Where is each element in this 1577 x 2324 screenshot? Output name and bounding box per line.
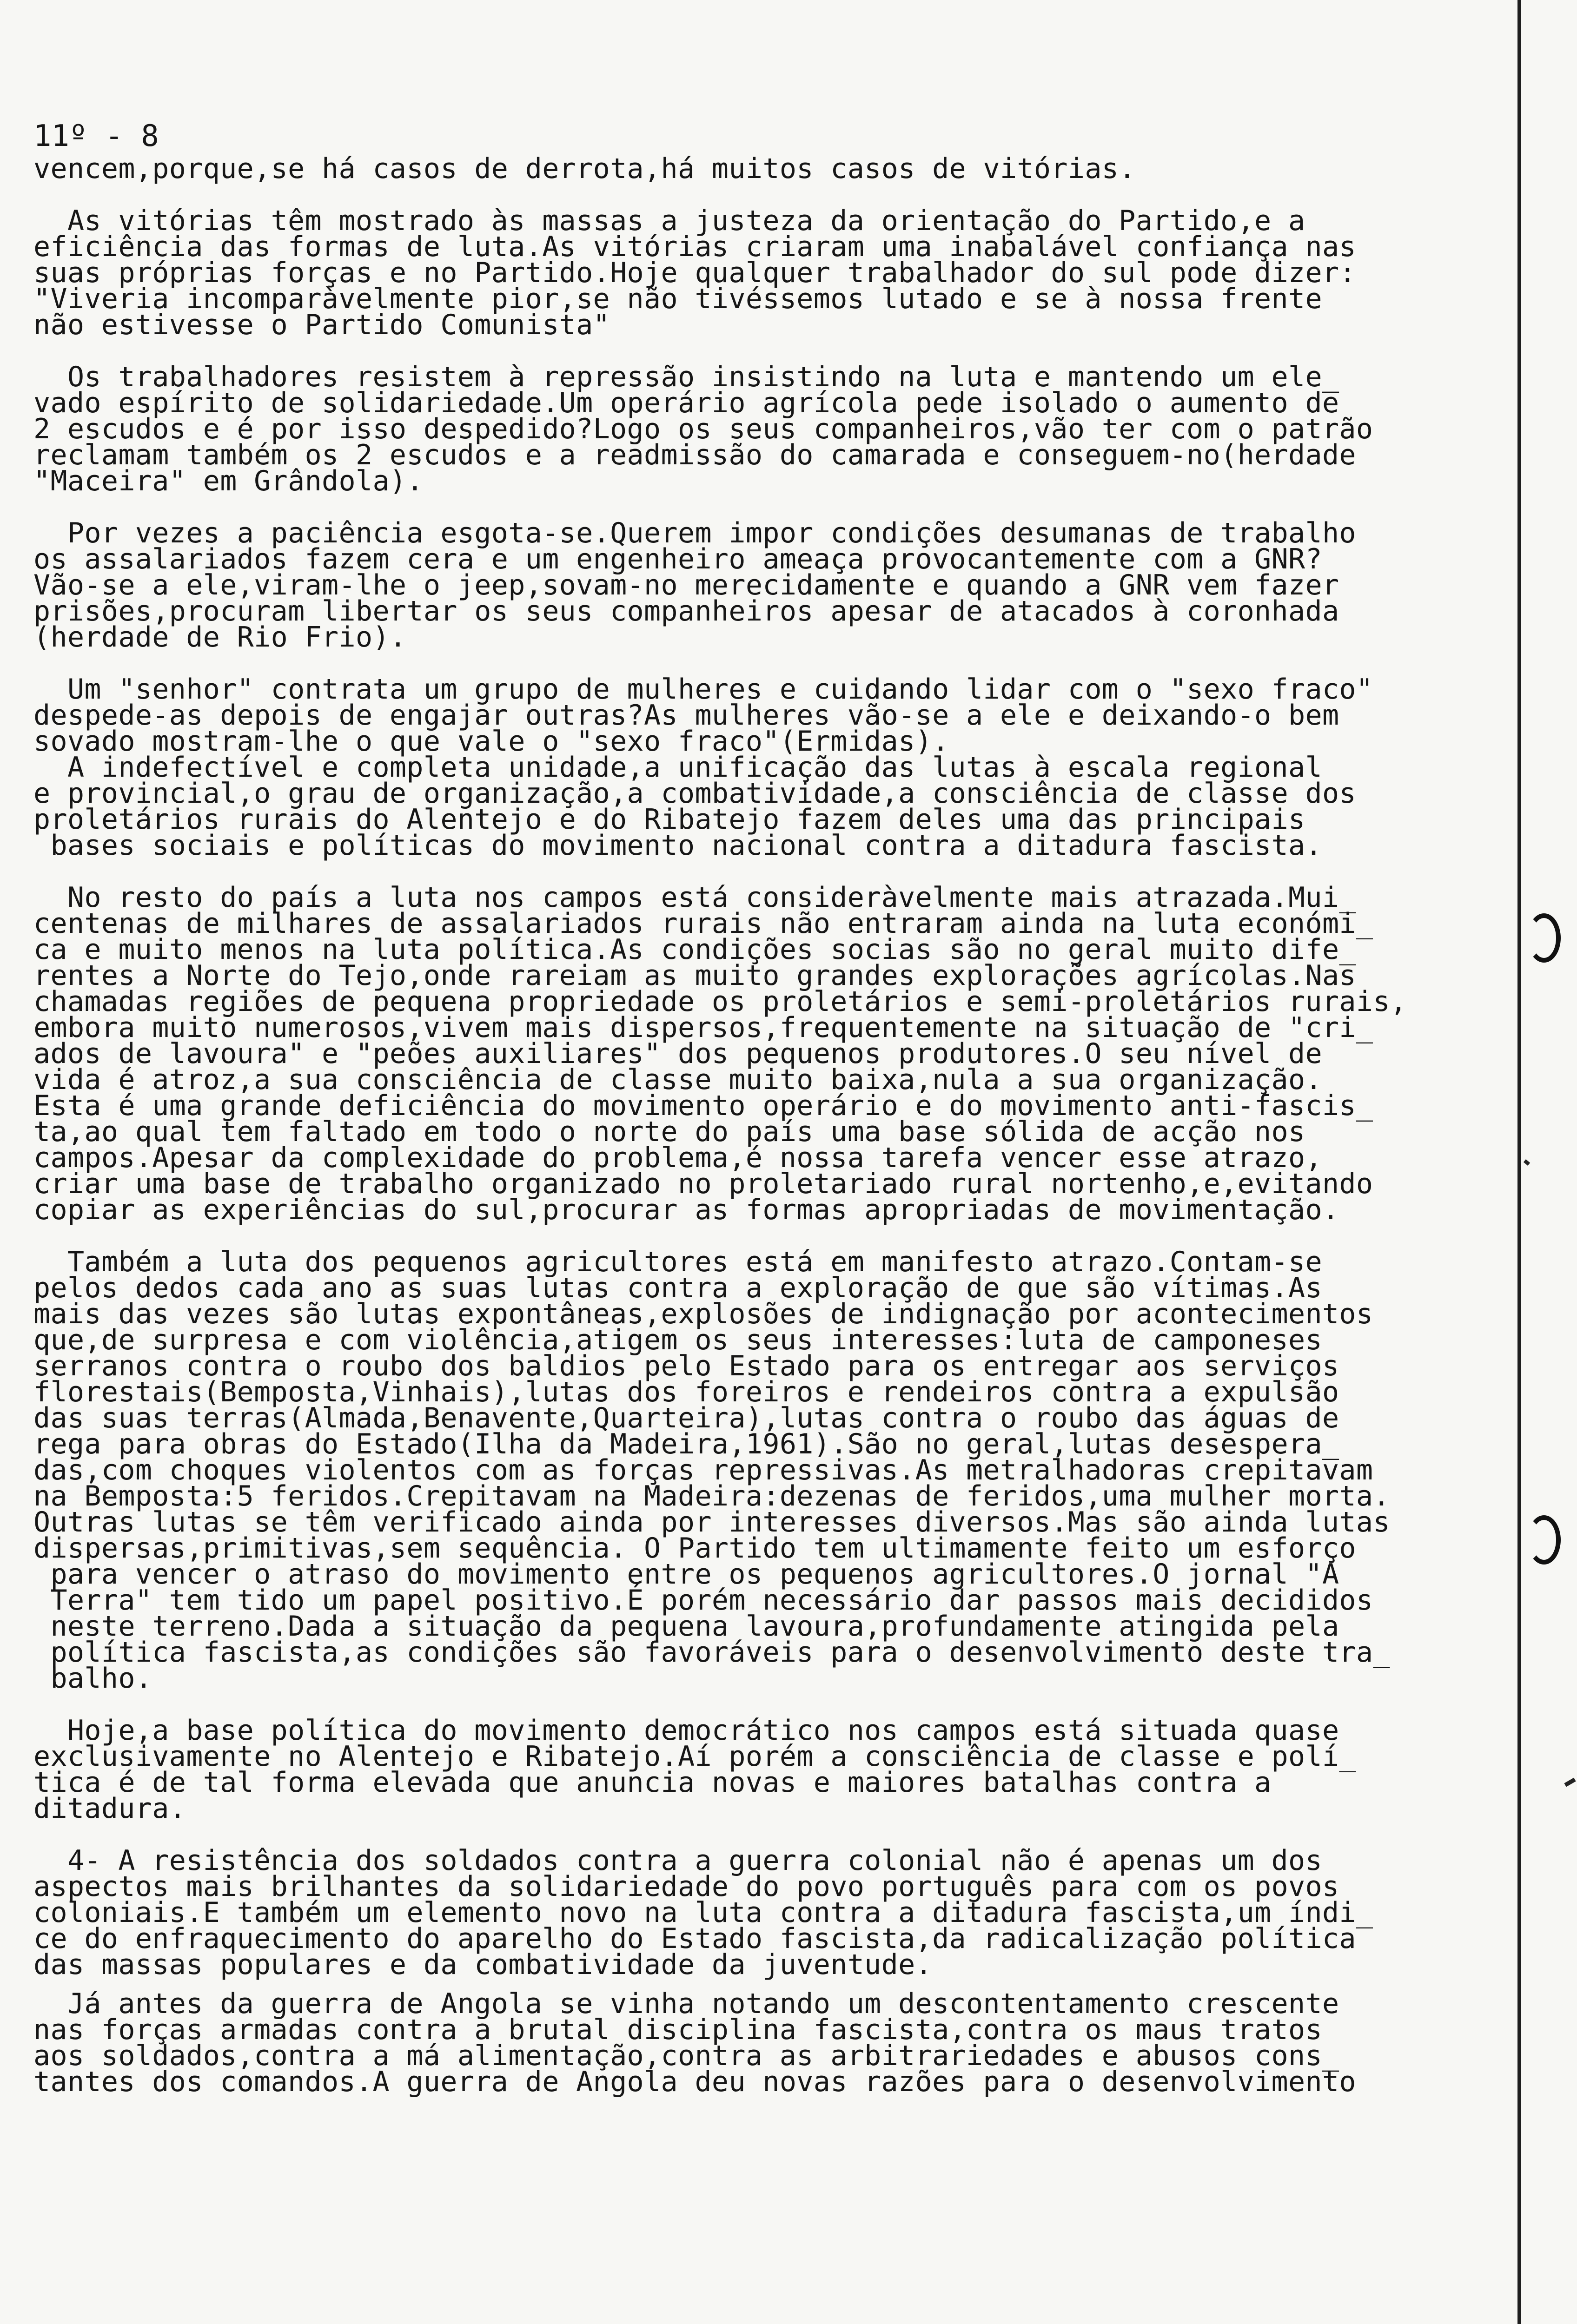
text-line: os assalariados fazem cera e um engenheiro ameaça provocantemente com a GNR?	[33, 543, 1322, 575]
text-line: suas próprias forças e no Partido.Hoje qualquer trabalhador do sul pode dizer:	[33, 257, 1356, 289]
text-line: das,com choques violentos com as forças repressivas.As metralhadoras crepitavam	[33, 1454, 1373, 1486]
text-line: ditadura.	[33, 1792, 186, 1825]
text-line: ca e muito menos na luta política.As condições socias são no geral muito dife_	[33, 933, 1356, 966]
text-line: prisões,procuram libertar os seus companheiros apesar de atacados à coronhada	[33, 595, 1339, 627]
paragraph	[33, 1844, 1512, 1981]
text-line: "Viveria incomparàvelmente pior,se não tivéssemos lutado e se à nossa frente	[33, 283, 1322, 315]
text-line: aspectos mais brilhantes da solidariedade do povo português para com os povos	[33, 1870, 1339, 1903]
text-line: No resto do país a luta nos campos está consideràvelmente mais atrazada.Mui_	[33, 881, 1356, 914]
text-line: para vencer o atraso do movimento entre os pequenos agricultores.O jornal "A	[33, 1558, 1339, 1591]
text-line: As vitórias têm mostrado às massas a justeza da orientação do Partido,e a	[33, 205, 1305, 237]
right-margin-rule	[1517, 0, 1521, 2324]
paragraph	[33, 1714, 1512, 1825]
text-line: Por vezes a paciência esgota-se.Querem impor condições desumanas de trabalho	[33, 517, 1356, 549]
paragraph-gap	[33, 338, 1512, 364]
text-line: embora muito numerosos,vivem mais dispersos,frequentemente na situação de "cri_	[33, 1011, 1373, 1044]
text-line: não estivesse o Partido Comunista"	[33, 309, 610, 341]
text-line: política fascista,as condições são favoráveis para o desenvolvimento deste tra_	[33, 1636, 1390, 1669]
text-line: ta,ao qual tem faltado em todo o norte do país uma base sólida de acção nos	[33, 1116, 1305, 1148]
paragraph-gap	[33, 650, 1512, 676]
paragraph	[33, 751, 1512, 862]
paragraph	[33, 673, 1512, 758]
paragraph	[33, 152, 1512, 185]
text-line: eficiência das formas de luta.As vitórias criaram uma inabalável confiança nas	[33, 231, 1356, 263]
paragraph	[33, 881, 1512, 1226]
text-line: balho.	[33, 1662, 152, 1695]
text-line: Terra" tem tido um papel positivo.É porém necessário dar passos mais decididos	[33, 1584, 1373, 1617]
paragraph-gap	[33, 1822, 1512, 1848]
text-line: 4- A resistência dos soldados contra a guerra colonial não é apenas um dos	[33, 1844, 1322, 1877]
text-line: copiar as experiências do sul,procurar as formas apropriadas de movimentação.	[33, 1194, 1339, 1226]
text-line: 2 escudos e é por isso despedido?Logo os seus companheiros,vão ter com o patrão	[33, 413, 1373, 445]
text-line: mais das vezes são lutas expontâneas,explosões de indignação por acontecimentos	[33, 1298, 1373, 1330]
text-line: proletários rurais do Alentejo e do Ribatejo fazem deles uma das principais	[33, 803, 1305, 836]
text-line: Hoje,a base política do movimento democrático nos campos está situada quase	[33, 1714, 1339, 1747]
page-number: 11º - 8	[33, 119, 159, 153]
text-line: vida é atroz,a sua consciência de classe muito baixa,nula a sua organização.	[33, 1063, 1322, 1096]
punch-hole-mark	[1527, 1515, 1561, 1565]
text-line: rega para obras do Estado(Ilha da Madeira,1961).São no geral,lutas desespera_	[33, 1428, 1339, 1460]
text-line: (herdade de Rio Frio).	[33, 621, 407, 654]
paragraph-gap	[33, 858, 1512, 885]
ink-mark	[1524, 1159, 1530, 1166]
text-line: aos soldados,contra a má alimentação,contra as arbitrariedades e abusos cons_	[33, 2040, 1339, 2072]
text-line: A indefectível e completa unidade,a unificação das lutas à escala regional	[33, 751, 1322, 784]
text-line: ados de lavoura" e "peões auxiliares" dos pequenos produtores.O seu nível de	[33, 1037, 1322, 1070]
text-line: tica é de tal forma elevada que anuncia novas e maiores batalhas contra a	[33, 1766, 1272, 1799]
text-line: reclamam também os 2 escudos e a readmissão do camarada e conseguem-no(herdade	[33, 439, 1356, 471]
text-line: sovado mostram-lhe o que vale o "sexo fraco"(Ermidas).	[33, 725, 949, 758]
text-line: e provincial,o grau de organização,a combatividade,a consciência de classe dos	[33, 777, 1356, 810]
paragraph	[33, 1987, 1512, 2098]
text-line: centenas de milhares de assalariados rurais não entraram ainda na luta económi_	[33, 907, 1373, 940]
document-body	[33, 152, 1512, 2098]
text-line: serranos contra o roubo dos baldios pelo Estado para os entregar aos serviços	[33, 1350, 1339, 1382]
text-line: dispersas,primitivas,sem sequência. O Partido tem ultimamente feito um esforço	[33, 1532, 1356, 1565]
text-line: das massas populares e da combatividade da juventude.	[33, 1948, 933, 1981]
paragraph-gap	[33, 494, 1512, 520]
text-line: Os trabalhadores resistem à repressão insistindo na luta e mantendo um ele_	[33, 361, 1339, 393]
text-line: coloniais.E também um elemento novo na luta contra a ditadura fascista,um índi_	[33, 1896, 1373, 1929]
paragraph-gap	[33, 1691, 1512, 1717]
text-line: campos.Apesar da complexidade do problema,é nossa tarefa vencer esse atrazo,	[33, 1142, 1322, 1174]
punch-hole-mark	[1527, 913, 1561, 963]
text-line: na Bemposta:5 feridos.Crepitavam na Madeira:dezenas de feridos,uma mulher morta.	[33, 1480, 1390, 1512]
text-line: nas forças armadas contra a brutal disciplina fascista,contra os maus tratos	[33, 2014, 1322, 2046]
paragraph-gap	[33, 1223, 1512, 1249]
text-line: Também a luta dos pequenos agricultores está em manifesto atrazo.Contam-se	[33, 1246, 1322, 1278]
text-line: Vão-se a ele,viram-lhe o jeep,sovam-no merecidamente e quando a GNR vem fazer	[33, 569, 1339, 601]
text-line: Esta é uma grande deficiência do movimento operário e do movimento anti-fascis_	[33, 1089, 1373, 1122]
paragraph	[33, 517, 1512, 654]
text-line: exclusivamente no Alentejo e Ribatejo.Aí porém a consciência de classe e polí_	[33, 1740, 1356, 1773]
paragraph	[33, 205, 1512, 341]
text-line: que,de surpresa e com violência,atigem os seus interesses:luta de camponeses	[33, 1324, 1322, 1356]
text-line: florestais(Bemposta,Vinhais),lutas dos foreiros e rendeiros contra a expulsão	[33, 1376, 1339, 1408]
text-line: neste terreno.Dada a situação da pequena lavoura,profundamente atingida pela	[33, 1610, 1339, 1643]
text-line: tantes dos comandos.A guerra de Angola deu novas razões para o desenvolvimento	[33, 2066, 1356, 2098]
text-line: chamadas regiões de pequena propriedade os proletários e semi-proletários rurais,	[33, 985, 1407, 1018]
text-line: Outras lutas se têm verificado ainda por interesses diversos.Mas são ainda lutas	[33, 1506, 1390, 1538]
text-line: vado espírito de solidariedade.Um operário agrícola pede isolado o aumento de	[33, 387, 1339, 419]
text-line: bases sociais e políticas do movimento nacional contra a ditadura fascista.	[33, 829, 1322, 862]
text-line: Já antes da guerra de Angola se vinha notando um descontentamento crescente	[33, 1987, 1339, 2020]
text-line: despede-as depois de engajar outras?As mulheres vão-se a ele e deixando-o bem	[33, 699, 1339, 732]
text-line: criar uma base de trabalho organizado no proletariado rural nortenho,e,evitando	[33, 1168, 1373, 1200]
ink-mark	[1564, 1778, 1576, 1787]
text-line: "Maceira" em Grândola).	[33, 465, 424, 497]
text-line: das suas terras(Almada,Benavente,Quarteira),lutas contra o roubo das águas de	[33, 1402, 1339, 1434]
text-line: Um "senhor" contrata um grupo de mulheres e cuidando lidar com o "sexo fraco"	[33, 673, 1373, 706]
paragraph	[33, 1246, 1512, 1695]
paragraph-gap	[33, 182, 1512, 208]
text-line: ce do enfraquecimento do aparelho do Estado fascista,da radicalização política	[33, 1922, 1356, 1955]
paragraph	[33, 361, 1512, 497]
text-line: rentes a Norte do Tejo,onde rareiam as muito grandes explorações agrícolas.Nas	[33, 959, 1356, 992]
text-line: vencem,porque,se há casos de derrota,há muitos casos de vitórias.	[33, 152, 1136, 185]
text-line: pelos dedos cada ano as suas lutas contra a exploração de que são vítimas.As	[33, 1272, 1322, 1304]
